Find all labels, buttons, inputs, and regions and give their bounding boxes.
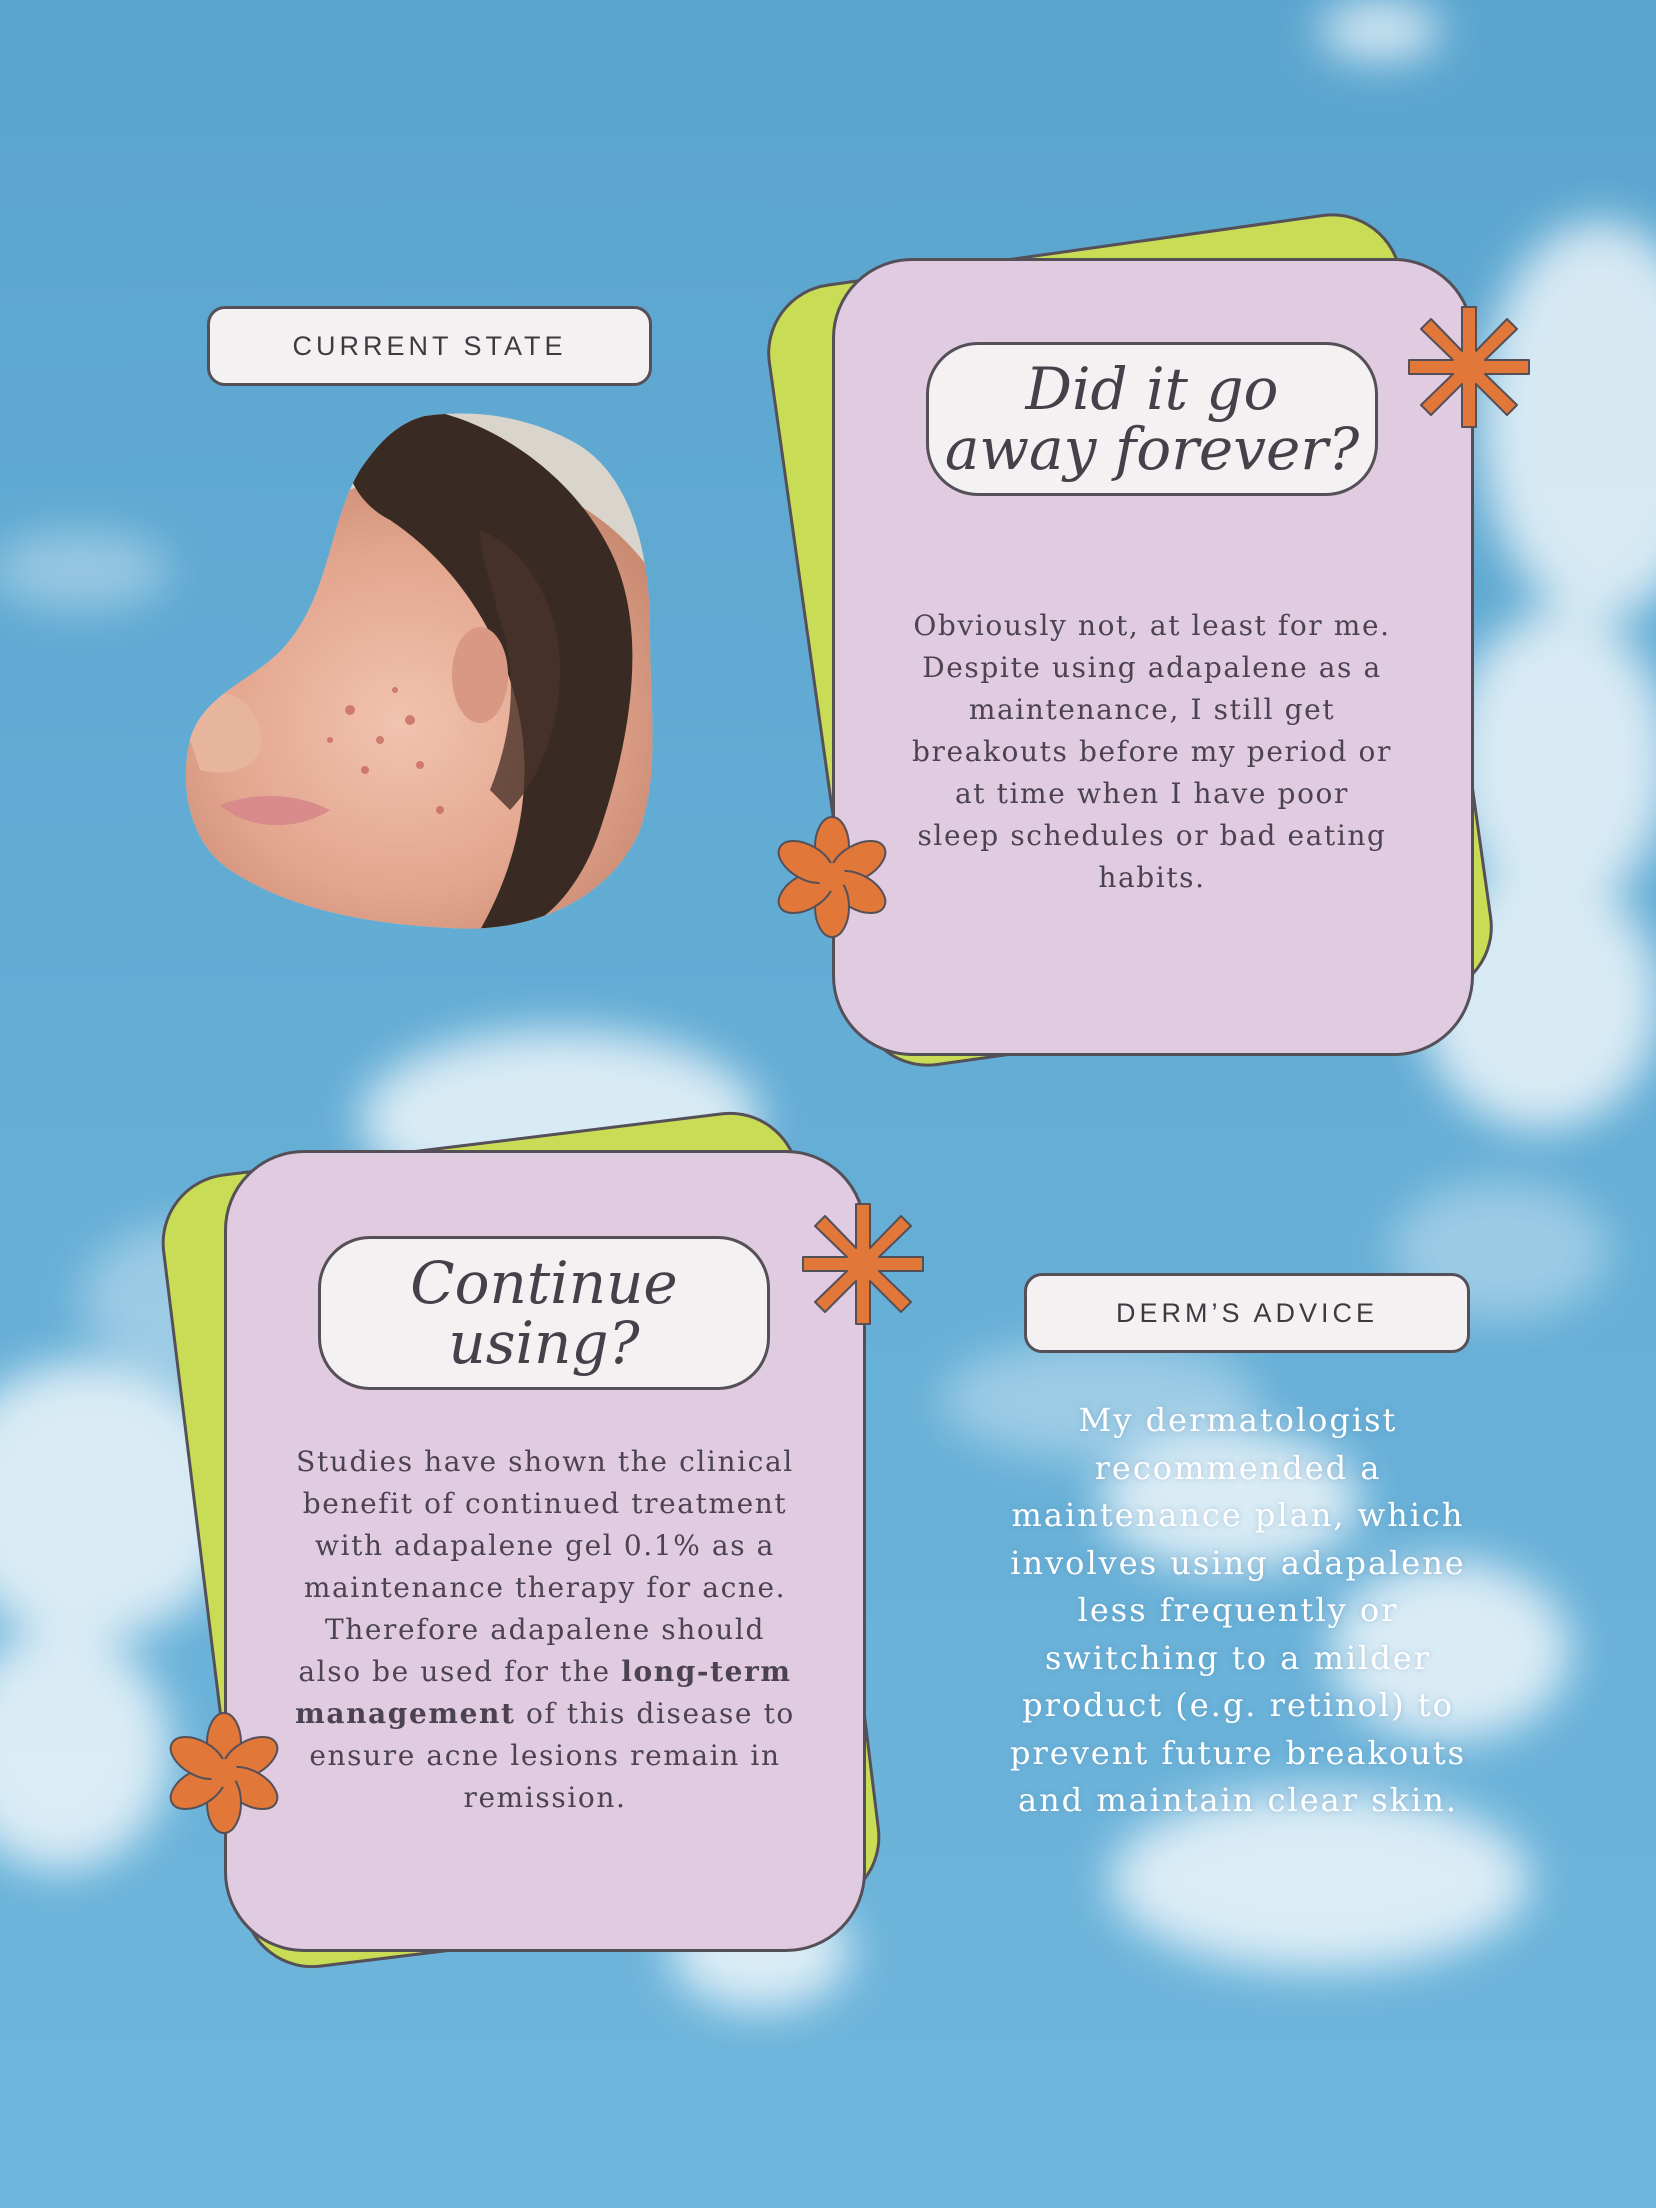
- card-continue-body-part2: of this disease to ensure acne lesions remain in remission.: [309, 1697, 795, 1814]
- card-continue-body: [292, 1441, 798, 1819]
- current-state-label: [207, 306, 652, 386]
- derm-advice-label: [1024, 1273, 1470, 1353]
- current-state-text: CURRENT STATE: [292, 330, 567, 361]
- derm-advice-body: My dermatologist recommended a maintenance plan, which involves using adapalene less frequently or switching to a milder product (e.g. retinol) to prevent future breakouts and maintain clear skin.: [1009, 1401, 1467, 1819]
- flower-icon: [162, 1711, 286, 1835]
- card-continue-title: [318, 1236, 770, 1390]
- card-forever-body: Obviously not, at least for me. Despite using adapalene as a maintenance, I still get breakouts before my period or at time when I have poor sleep schedules or bad eating habits.: [912, 609, 1392, 894]
- asterisk-icon: [798, 1197, 928, 1327]
- flower-icon: [770, 815, 894, 939]
- face-photo: [180, 410, 670, 930]
- card-continue-body-bold: long-term management: [295, 1655, 792, 1730]
- card-forever-title-line2: away forever?: [944, 415, 1360, 483]
- asterisk-icon: [1404, 300, 1534, 430]
- card-continue-body-part1: Studies have shown the clinical benefit of continued treatment with adapalene gel 0.1% as a maintenance therapy for acne. Therefore adapalene should also be used for the: [296, 1445, 794, 1688]
- card-continue-title-line1: Continue: [410, 1249, 678, 1317]
- card-forever-title: [926, 342, 1378, 496]
- derm-advice-label-text: DERM’S ADVICE: [1115, 1297, 1379, 1328]
- card-forever-title-line1: Did it go: [1025, 355, 1279, 423]
- card-continue-title-line2: using?: [448, 1309, 640, 1377]
